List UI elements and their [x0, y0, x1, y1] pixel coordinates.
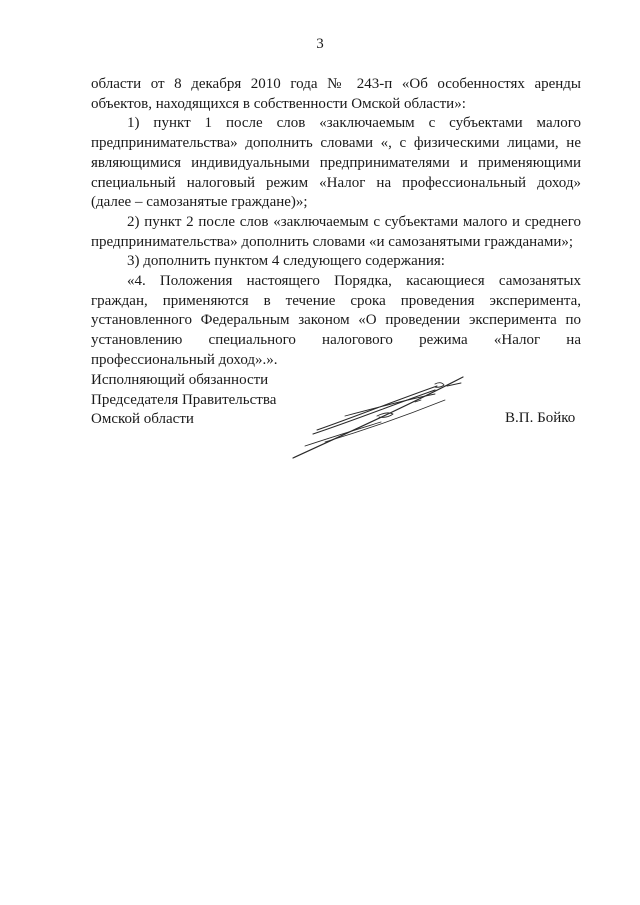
- signatory-name: В.П. Бойко: [505, 410, 576, 426]
- signatory-title-line-1: Исполняющий обязанности: [91, 372, 269, 388]
- paragraph-item-3: 3) дополнить пунктом 4 следующего содержания:: [127, 253, 445, 270]
- signatory-title-line-3: Омской области: [91, 411, 194, 427]
- signature-tail: [305, 422, 381, 446]
- paragraph-continuation: области от 8 декабря 2010 года № 243-п «Об особенностях аренды объектов, находящихся в собственности Омской области»:: [91, 76, 581, 112]
- paragraph-item-2: 2) пункт 2 после слов «заключаемым с субъектами малого и среднего предпринимательства» дополнить словами «и самозанятыми гражданами»;: [91, 213, 581, 250]
- signatory-title-line-2: Председателя Правительства: [91, 391, 277, 408]
- signatory-title: [91, 371, 276, 430]
- paragraph-new-clause-4: «4. Положения настоящего Порядка, касающиеся самозанятых граждан, применяются в течение срока проведения эксперимента, установленного Федеральным законом «О проведении эксперимента по установлению специального налогового режима «Налог на профессиональный доход».».: [91, 273, 581, 368]
- document-body: [91, 75, 581, 371]
- signature-stroke-2: [313, 390, 435, 434]
- paragraph-item-1: 1) пункт 1 после слов «заключаемым с субъектами малого предпринимательства» дополнить словами «, с физическими лицами, не являющимися индивидуальными предпринимателями и применяющими специальный налоговый режим «Налог на профессиональный доход» (далее – самозанятые граждане)»;: [91, 115, 581, 211]
- page-number: 3: [316, 36, 324, 52]
- handwritten-signature: [285, 372, 475, 462]
- signature-stroke-long: [293, 377, 463, 458]
